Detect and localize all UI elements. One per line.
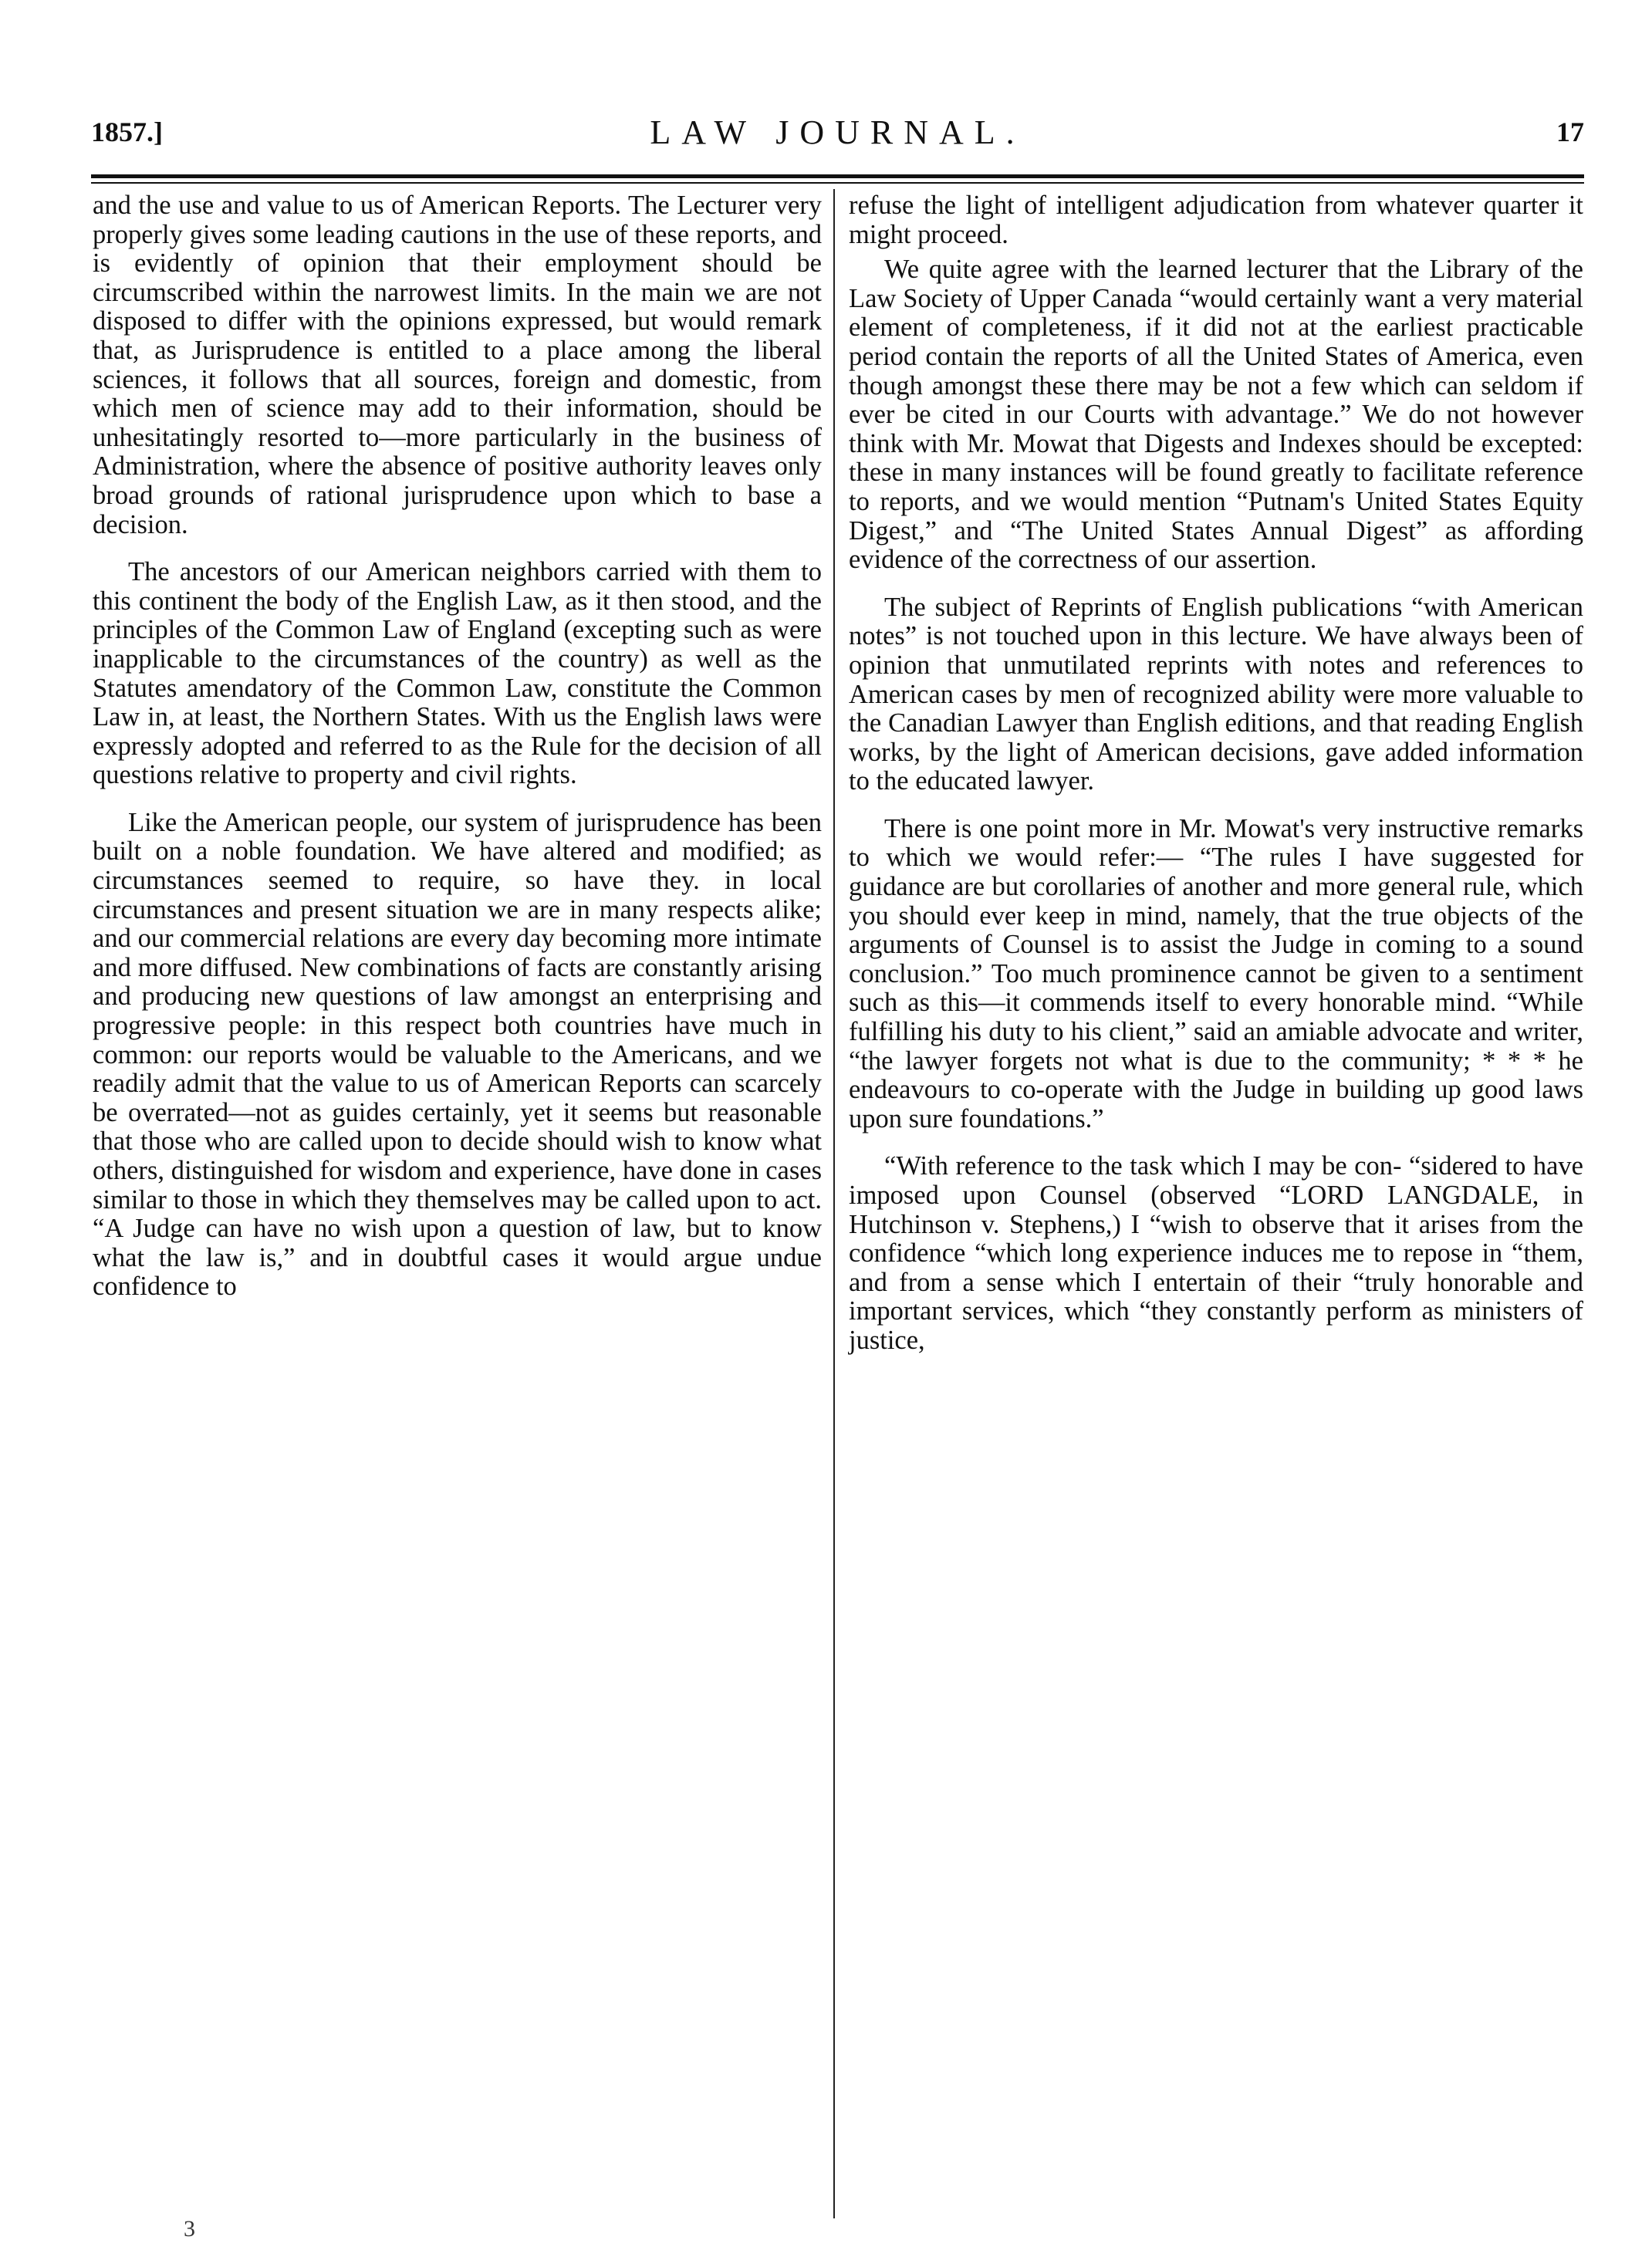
right-paragraph: refuse the light of intelligent adjudication from whatever quarter it might proceed.: [849, 191, 1583, 249]
page-number: 17: [1556, 117, 1584, 147]
running-header: [91, 113, 1584, 170]
right-paragraph: There is one point more in Mr. Mowat's very instructive remarks to which we would refer:— “The rules I have suggested for guidance are but corollaries of another and more general rule, which you should ever keep in mind, namely, that the true objects of the arguments of Counsel is to assist the Judge in coming to a sound conclusion.” Too much prominence cannot be given to a sentiment such as this—it commends itself to every honorable mind. “While fulfilling his duty to his client,” said an amiable advocate and writer, “the lawyer forgets not what is due to the community; * * * he endeavours to co-operate with the Judge in building up good laws upon sure foundations.”: [849, 813, 1583, 1134]
right-paragraph: “With reference to the task which I may be con- “sidered to have imposed upon Counsel (observed “LORD LANGDALE, in Hutchinson v. Stephens,) I “wish to observe that it arises from the confidence “which long experience induces me to repose in “them, and from a sense which I entertain of their “truly honorable and important services, which “they constantly perform as ministers of justice,: [849, 1151, 1583, 1355]
left-paragraph: and the use and value to us of American Reports. The Lecturer very properly gives some leading cautions in the use of these reports, and is evidently of opinion that their employment should be circumscribed within the narrowest limits. In the main we are not disposed to differ with the opinions expressed, but would remark that, as Jurisprudence is entitled to a place among the liberal sciences, it follows that all sources, foreign and domestic, from which men of science may add to their information, should be unhesitatingly resorted to—more particularly in the business of Administration, where the absence of positive authority leaves only broad grounds of rational jurisprudence upon which to base a decision.: [93, 191, 822, 539]
header-year: 1857.]: [91, 117, 163, 147]
signature-mark: 3: [184, 2216, 195, 2242]
header-rule-thin: [91, 182, 1584, 184]
left-paragraph: The ancestors of our American neighbors carried with them to this continent the body of the English Law, as it then stood, and the principles of the Common Law of England (excepting such as were inapplicable to the circumstances of the country) as well as the Statutes amendatory of the Common Law, constitute the Common Law in, at least, the Northern States. With us the English laws were expressly adopted and referred to as the Rule for the decision of all questions relative to property and civil rights.: [93, 557, 822, 790]
journal-title: LAW JOURNAL.: [650, 113, 1025, 151]
right-paragraph: We quite agree with the learned lecturer that the Library of the Law Society of Upper Canada “would certainly want a very material element of completeness, if it did not at the earliest practicable period contain the reports of all the United States of America, even though amongst these there may be not a few which can seldom if ever be cited in our Courts with advantage.” We do not however think with Mr. Mowat that Digests and Indexes should be excepted: these in many instances will be found greatly to facilitate reference to reports, and we would mention “Putnam's United States Equity Digest,” and “The United States Annual Digest” as affording evidence of the correctness of our assertion.: [849, 255, 1583, 575]
left-paragraph: Like the American people, our system of jurisprudence has been built on a noble foundation. We have altered and modified; as circumstances seemed to require, so have they. in local circumstances and present situation we are in many respects alike; and our commercial relations are every day becoming more intimate and more diffused. New combinations of facts are constantly arising and producing new questions of law amongst an enterprising and progressive people: in this respect both countries have much in common: our reports would be valuable to the Americans, and we readily admit that the value to us of American Reports can scarcely be overrated—not as guides certainly, yet it seems but reasonable that those who are called upon to decide should wish to know what others, distinguished for wisdom and experience, have done in cases similar to those in which they themselves may be called upon to act. “A Judge can have no wish upon a question of law, but to know what the law is,” and in doubtful cases it would argue undue confidence to: [93, 807, 822, 1302]
column-divider: [833, 189, 835, 2218]
left-column: [93, 191, 822, 1302]
right-paragraph: The subject of Reprints of English publications “with American notes” is not touched upon in this lecture. We have always been of opinion that unmutilated reprints with notes and references to American cases by men of recognized ability were more valuable to the Canadian Lawyer than English editions, and that reading English works, by the light of American decisions, gave added information to the educated lawyer.: [849, 592, 1583, 796]
header-rule-thick: [91, 174, 1584, 178]
right-column: [849, 191, 1583, 1356]
